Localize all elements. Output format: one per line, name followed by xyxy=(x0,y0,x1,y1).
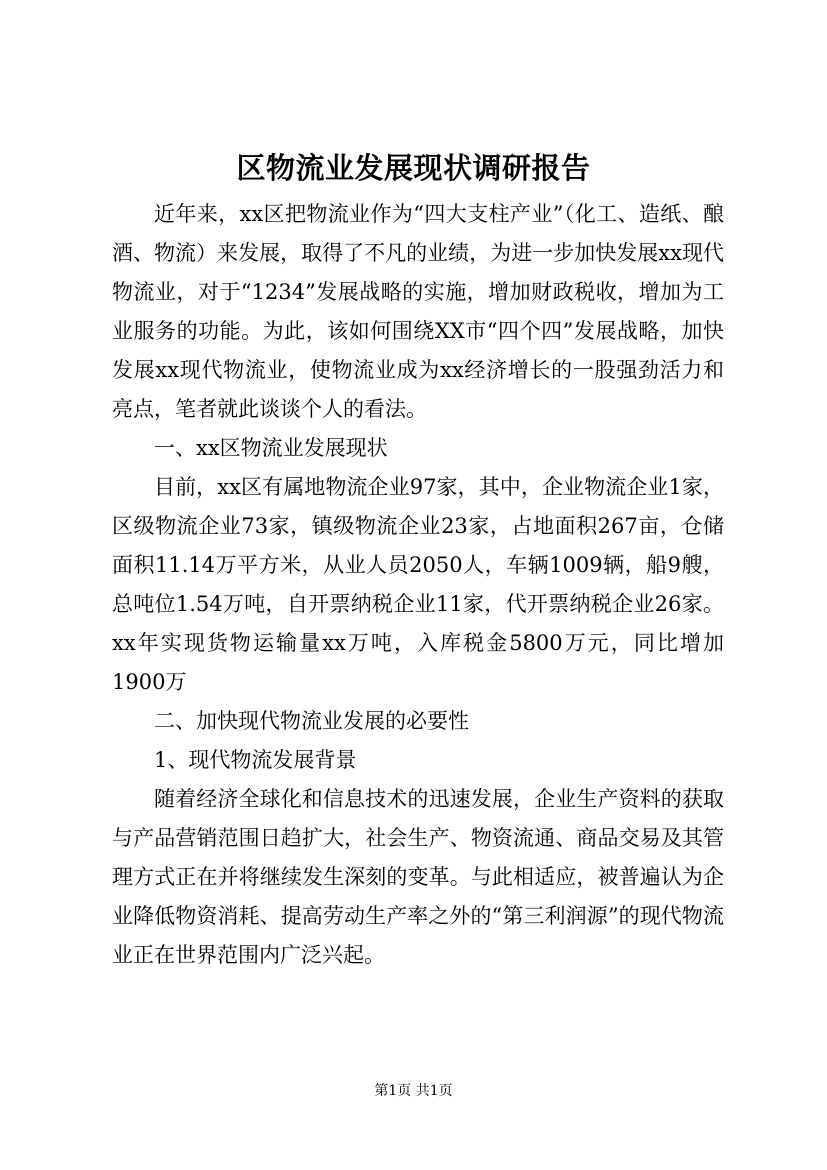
section-heading-1: 一、xx区物流业发展现状 xyxy=(154,436,388,460)
subsection-heading-1: 1、现代物流发展背景 xyxy=(154,748,357,772)
section-heading-2: 二、加快现代物流业发展的必要性 xyxy=(154,709,469,733)
document-body xyxy=(112,195,724,975)
page-footer: 第1页 共1页 xyxy=(374,1083,453,1099)
paragraph-intro: 近年来，xx区把物流业作为“四大支柱产业”（化工、造纸、酿酒、物流）来发展，取得了不凡的业绩，为进一步加快发展xx现代物流业，对于“1234”发展战略的实施，增加财政税收，增加为工业服务的功能。为此，该如何围绕XX市“四个四”发展战略，加快发展xx现代物流业，使物流业成为xx经济增长的一股强劲活力和亮点，笔者就此谈谈个人的看法。 xyxy=(112,202,724,421)
document-title: 区物流业发展现状调研报告 xyxy=(236,151,591,185)
paragraph-background: 随着经济全球化和信息技术的迅速发展，企业生产资料的获取与产品营销范围日趋扩大，社会生产、物资流通、商品交易及其管理方式正在并将继续发生深刻的变革。与此相适应，被普遍认为企业降低物资消耗、提高劳动生产率之外的“第三利润源”的现代物流业正在世界范围内广泛兴起。 xyxy=(112,787,724,967)
paragraph-status: 目前，xx区有属地物流企业97家，其中，企业物流企业1家，区级物流企业73家，镇级物流企业23家，占地面积267亩，仓储面积11.14万平方米，从业人员2050人，车辆1009辆，船9艘，总吨位1.54万吨，自开票纳税企业11家，代开票纳税企业26家。xx年实现货物运输量xx万吨，入库税金5800万元，同比增加1900万 xyxy=(112,475,724,694)
